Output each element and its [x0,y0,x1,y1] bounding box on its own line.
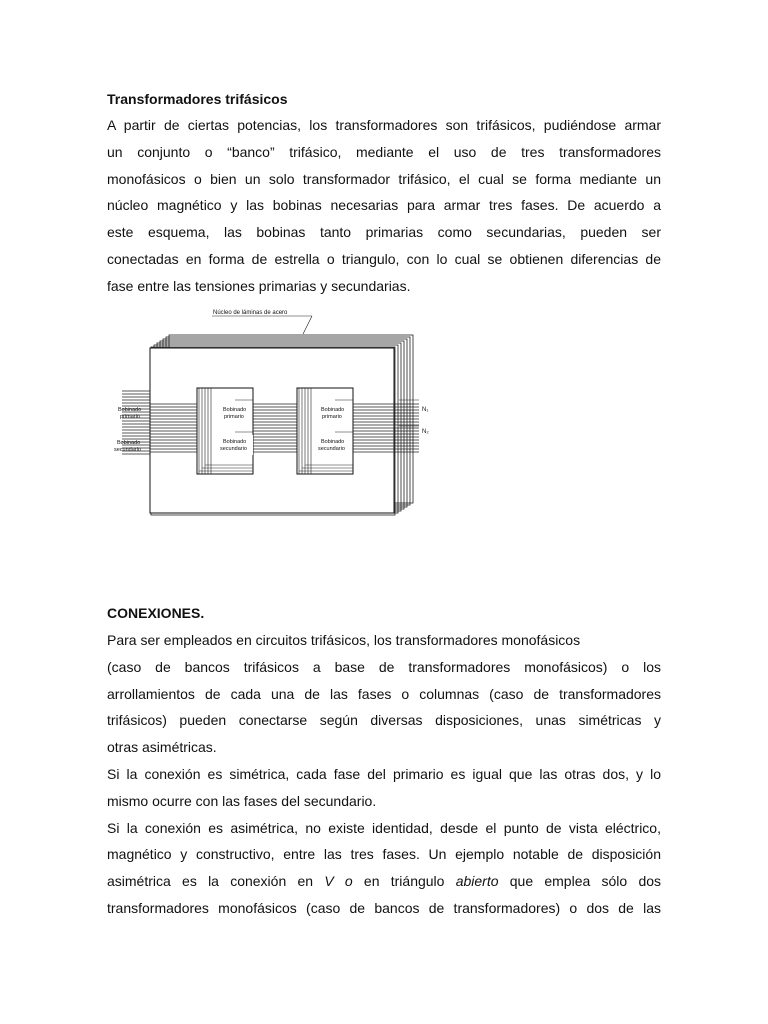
paragraph-line: arrollamientos de cada una de las fases o columnas (caso de transformadores [107,685,661,702]
section-title: Transformadores trifásicos [107,91,288,107]
paragraph-line: A partir de ciertas potencias, los transformadores son trifásicos, pudiéndose armar [107,117,661,133]
core-front [150,348,394,513]
right-secondary-label-2: secundario [318,446,345,452]
paragraph-line: un conjunto o “banco” trifásico, mediante el uso de tres transformadores [107,143,661,160]
paragraph-line: monofásicos o bien un solo transformador trifásico, el cual se forma mediante un [107,170,661,187]
paragraph-line-v [107,868,661,895]
n2-label: N₂ [422,429,429,435]
n1-label: N₁ [422,407,429,413]
paragraph-conexiones [107,627,661,868]
paragraph-line: mismo ocurre con las fases del secundario. [107,792,377,809]
text-emphasis: abierto [455,873,499,890]
paragraph-line: Si la conexión es asimétrica, no existe identidad, desde el punto de vista eléctrico, [107,819,661,836]
right-secondary-label-1: Bobinado [321,439,345,445]
transformer-diagram [107,302,427,522]
paragraph-line: otras asimétricas. [107,739,217,756]
paragraph-intro [107,112,661,300]
right-primary-label-2: primario [322,414,342,420]
text-run: en triángulo [352,873,456,890]
section-transformadores [107,86,661,300]
paragraph-line: Para ser empleados en circuitos trifásicos, los transformadores monofásicos [107,632,581,648]
core-label: Núcleo de láminas de acero [213,310,288,316]
paragraph-line: (caso de bancos trifásicos a base de transformadores monofásicos) o los [107,658,661,675]
section-title-conexiones: CONEXIONES. [107,605,205,621]
left-secondary-label-1: Bobinado [117,440,141,446]
paragraph-line: núcleo magnético y las bobinas necesarias para armar tres fases. De acuerdo a [107,197,661,214]
mid-primary-label-1: Bobinado [223,407,247,413]
core-window-left [197,388,253,474]
text-run: asimétrica es la conexión en [107,873,325,890]
mid-secondary-label-2: secundario [220,446,247,452]
section-conexiones [107,599,661,922]
paragraph-line: trifásicos) pueden conectarse según diversas disposiciones, unas simétricas y [107,712,661,729]
paragraph-line: conectadas en forma de estrella o triangulo, con lo cual se obtienen diferencias de [107,250,661,267]
paragraph-line: fase entre las tensiones primarias y secundarias. [107,277,411,294]
paragraph-line: este esquema, las bobinas tanto primarias como secundarias, pueden ser [107,224,661,241]
text-emphasis: V o [324,873,353,890]
left-primary-label-2: primario [120,414,140,420]
paragraph-line: Si la conexión es simétrica, cada fase del primario es igual que las otras dos, y lo [107,765,661,782]
text-run: que emplea sólo dos [498,873,662,890]
left-secondary-label-2: secundario [114,447,141,453]
right-primary-label-1: Bobinado [321,407,345,413]
left-primary-label-1: Bobinado [118,407,142,413]
core-window-right [297,388,353,474]
mid-secondary-label-1: Bobinado [223,439,247,445]
paragraph-line-last: transformadores monofásicos (caso de bancos de transformadores) o dos de las [107,899,661,916]
paragraph-line: magnético y constructivo, entre las tres fases. Un ejemplo notable de disposición [107,846,661,863]
mid-primary-label-2: primario [224,414,244,420]
